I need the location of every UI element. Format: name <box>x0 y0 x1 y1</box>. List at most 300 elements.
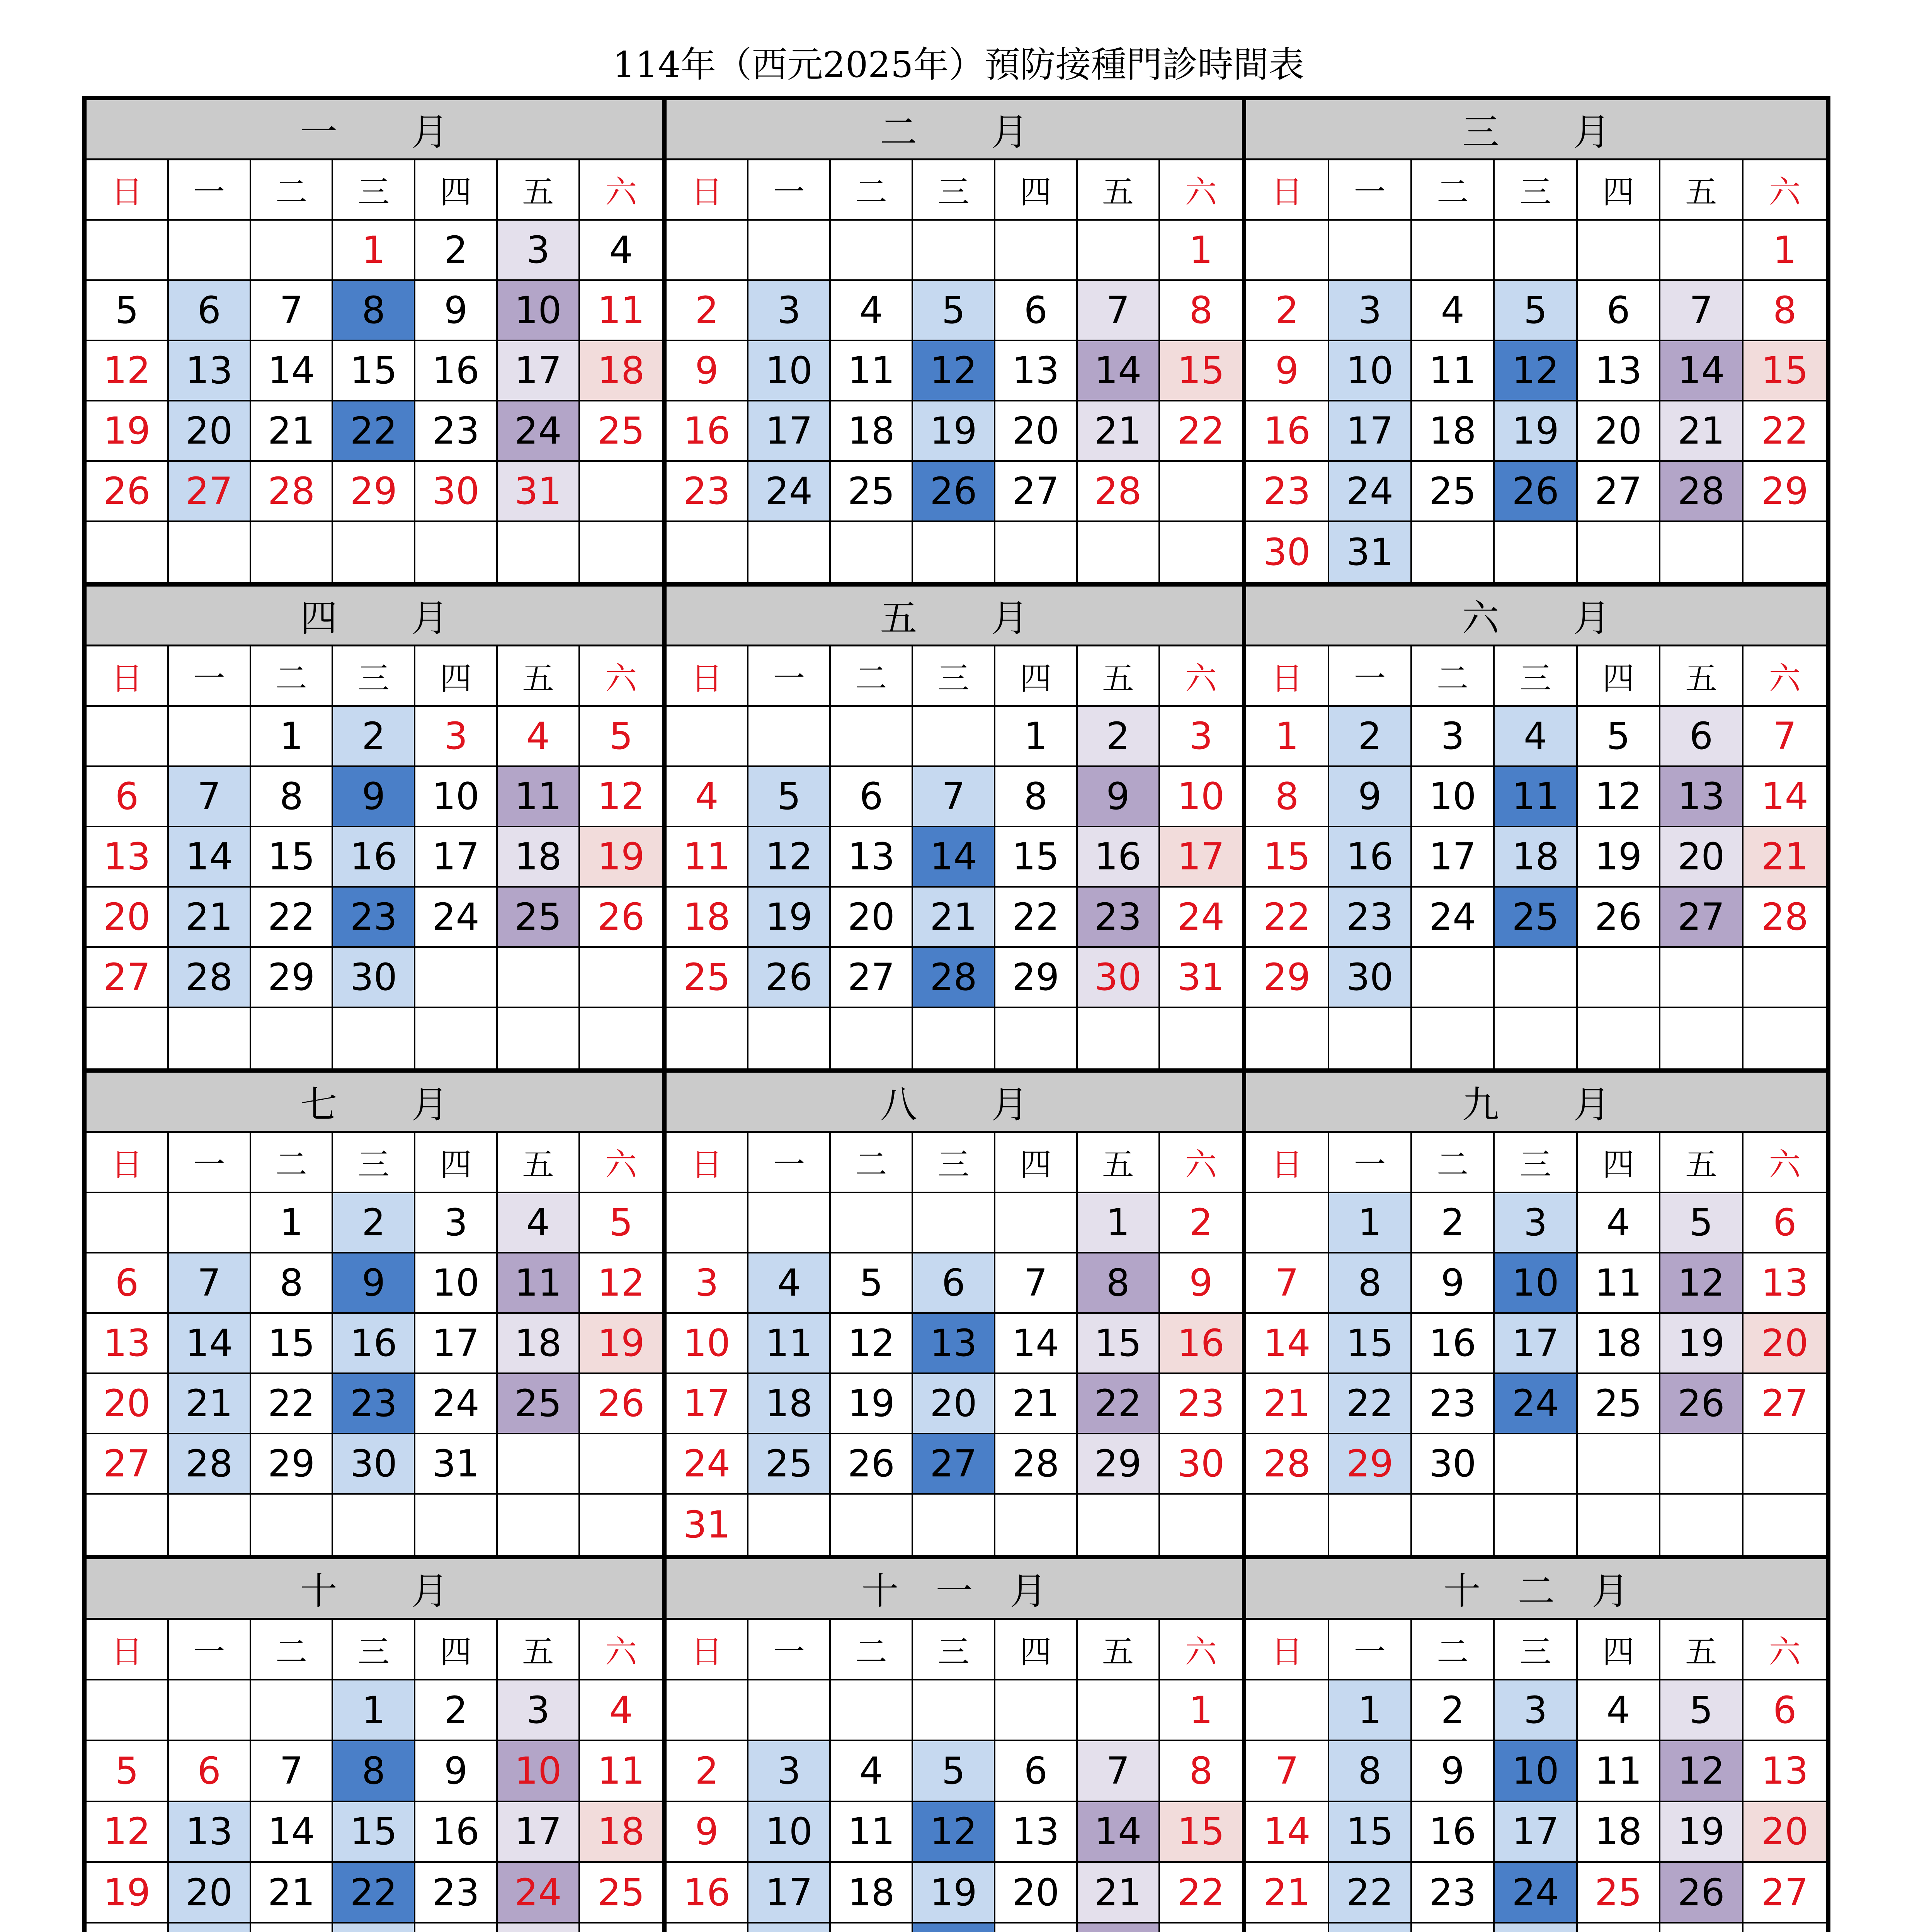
day-cell: 12 <box>87 341 169 401</box>
day-cell: 20 <box>831 888 913 948</box>
day-cell: 15 <box>1329 1314 1412 1374</box>
weekday-header: 五 <box>1078 1620 1160 1680</box>
weekday-header: 一 <box>748 646 831 707</box>
weekday-header: 一 <box>169 646 251 707</box>
empty-day-cell <box>913 1008 995 1068</box>
day-cell: 27 <box>1578 462 1660 522</box>
day-cell: 19 <box>913 401 995 462</box>
day-cell: 3 <box>748 1741 831 1802</box>
weekday-header: 一 <box>748 1620 831 1680</box>
day-cell: 19 <box>1660 1802 1743 1863</box>
empty-day-cell <box>87 707 169 767</box>
day-cell: 12 <box>580 1253 662 1314</box>
day-cell: 12 <box>1578 767 1660 827</box>
weekday-header: 六 <box>1744 160 1826 221</box>
day-cell: 27 <box>831 948 913 1008</box>
day-cell <box>1246 1923 1329 1932</box>
day-cell: 4 <box>831 1741 913 1802</box>
day-cell: 14 <box>913 827 995 888</box>
day-cell: 26 <box>87 462 169 522</box>
day-cell: 3 <box>498 1680 580 1741</box>
day-cell: 2 <box>1078 707 1160 767</box>
day-cell: 1 <box>1160 221 1242 281</box>
day-cell: 21 <box>1078 1863 1160 1923</box>
weekday-header: 三 <box>913 1620 995 1680</box>
empty-day-cell <box>913 522 995 582</box>
weekday-header: 一 <box>748 160 831 221</box>
day-cell: 14 <box>1078 341 1160 401</box>
day-cell: 17 <box>748 1863 831 1923</box>
empty-day-cell <box>748 1193 831 1253</box>
day-cell: 29 <box>1246 948 1329 1008</box>
day-cell: 20 <box>87 1374 169 1434</box>
day-cell: 4 <box>831 281 913 341</box>
day-cell: 9 <box>333 767 415 827</box>
day-cell: 3 <box>1495 1193 1577 1253</box>
weekday-header: 五 <box>498 1620 580 1680</box>
day-cell: 6 <box>1744 1193 1826 1253</box>
weekday-header: 五 <box>498 646 580 707</box>
empty-day-cell <box>1744 1434 1826 1495</box>
day-cell: 13 <box>913 1314 995 1374</box>
day-cell: 4 <box>580 1680 662 1741</box>
empty-day-cell <box>831 707 913 767</box>
empty-day-cell <box>169 707 251 767</box>
day-cell: 6 <box>995 281 1078 341</box>
empty-day-cell <box>995 522 1078 582</box>
month-header: 七 月 <box>87 1073 662 1133</box>
weekday-header: 一 <box>1329 646 1412 707</box>
day-cell: 7 <box>251 1741 333 1802</box>
weekday-header: 一 <box>1329 1133 1412 1193</box>
empty-day-cell <box>251 1495 333 1555</box>
empty-day-cell <box>87 221 169 281</box>
day-cell: 20 <box>995 401 1078 462</box>
page-title: 114年（西元2025年）預防接種門診時間表 <box>612 44 1305 85</box>
day-cell: 15 <box>333 341 415 401</box>
month-header: 十 月 <box>87 1559 662 1620</box>
day-cell: 27 <box>1744 1863 1826 1923</box>
day-cell: 15 <box>333 1802 415 1863</box>
day-cell <box>87 1923 169 1932</box>
empty-day-cell <box>748 221 831 281</box>
weekday-header: 四 <box>415 160 498 221</box>
day-cell <box>748 1923 831 1932</box>
day-cell: 19 <box>87 1863 169 1923</box>
day-cell: 22 <box>1246 888 1329 948</box>
day-cell: 25 <box>580 401 662 462</box>
day-cell: 8 <box>251 1253 333 1314</box>
day-cell: 22 <box>333 1863 415 1923</box>
empty-day-cell <box>667 707 749 767</box>
empty-day-cell <box>87 1680 169 1741</box>
empty-day-cell <box>748 1495 831 1555</box>
empty-day-cell <box>87 1193 169 1253</box>
day-cell <box>1160 1923 1242 1932</box>
weekday-header: 二 <box>251 646 333 707</box>
day-cell: 18 <box>1495 827 1577 888</box>
day-cell: 21 <box>1744 827 1826 888</box>
day-cell: 9 <box>1412 1253 1495 1314</box>
day-cell: 2 <box>1329 707 1412 767</box>
day-cell: 3 <box>1329 281 1412 341</box>
empty-day-cell <box>1246 1680 1329 1741</box>
day-cell: 7 <box>1660 281 1743 341</box>
empty-day-cell <box>831 1680 913 1741</box>
day-cell: 4 <box>748 1253 831 1314</box>
empty-day-cell <box>748 707 831 767</box>
day-cell: 26 <box>1660 1374 1743 1434</box>
day-cell: 5 <box>1660 1193 1743 1253</box>
day-cell: 26 <box>580 1374 662 1434</box>
day-cell: 6 <box>169 281 251 341</box>
weekday-header: 二 <box>1412 1133 1495 1193</box>
weekday-header: 日 <box>1246 646 1329 707</box>
day-cell: 30 <box>333 1434 415 1495</box>
day-cell: 24 <box>1329 462 1412 522</box>
day-cell: 18 <box>580 341 662 401</box>
day-cell: 18 <box>498 827 580 888</box>
day-cell: 10 <box>415 767 498 827</box>
empty-day-cell <box>580 522 662 582</box>
empty-day-cell <box>831 1193 913 1253</box>
weekday-header: 五 <box>1660 1133 1743 1193</box>
day-cell: 16 <box>1078 827 1160 888</box>
empty-day-cell <box>251 522 333 582</box>
day-cell: 22 <box>1160 401 1242 462</box>
empty-day-cell <box>1578 1434 1660 1495</box>
day-cell: 21 <box>1246 1374 1329 1434</box>
day-cell: 18 <box>748 1374 831 1434</box>
weekday-header: 一 <box>748 1133 831 1193</box>
day-cell: 25 <box>831 462 913 522</box>
day-cell: 13 <box>169 1802 251 1863</box>
day-cell: 29 <box>1078 1434 1160 1495</box>
day-cell: 15 <box>1160 1802 1242 1863</box>
weekday-header: 日 <box>667 160 749 221</box>
day-cell: 9 <box>667 341 749 401</box>
empty-day-cell <box>1078 221 1160 281</box>
weekday-header: 二 <box>251 1620 333 1680</box>
day-cell: 16 <box>415 1802 498 1863</box>
day-cell: 1 <box>1329 1193 1412 1253</box>
day-cell: 10 <box>1495 1741 1577 1802</box>
day-cell: 23 <box>1412 1374 1495 1434</box>
day-cell: 23 <box>333 1374 415 1434</box>
month-header: 十 二 月 <box>1246 1559 1826 1620</box>
day-cell: 30 <box>1160 1434 1242 1495</box>
day-cell: 5 <box>913 281 995 341</box>
day-cell: 28 <box>169 948 251 1008</box>
day-cell: 4 <box>1495 707 1577 767</box>
day-cell: 5 <box>1578 707 1660 767</box>
day-cell: 22 <box>1160 1863 1242 1923</box>
day-cell <box>498 1923 580 1932</box>
day-cell: 15 <box>251 827 333 888</box>
empty-day-cell <box>251 1680 333 1741</box>
weekday-header: 六 <box>580 1620 662 1680</box>
day-cell: 24 <box>1495 1863 1577 1923</box>
empty-day-cell <box>1578 1495 1660 1555</box>
empty-day-cell <box>415 1495 498 1555</box>
day-cell: 8 <box>1329 1253 1412 1314</box>
empty-day-cell <box>1660 948 1743 1008</box>
day-cell: 9 <box>667 1802 749 1863</box>
day-cell: 25 <box>1495 888 1577 948</box>
day-cell: 27 <box>1744 1374 1826 1434</box>
weekday-header: 四 <box>1578 1133 1660 1193</box>
empty-day-cell <box>498 1434 580 1495</box>
day-cell: 21 <box>1246 1863 1329 1923</box>
day-cell: 27 <box>87 1434 169 1495</box>
weekday-header: 三 <box>333 160 415 221</box>
day-cell: 10 <box>748 1802 831 1863</box>
empty-day-cell <box>1495 522 1577 582</box>
empty-day-cell <box>995 1495 1078 1555</box>
day-cell: 13 <box>1578 341 1660 401</box>
day-cell: 10 <box>1160 767 1242 827</box>
day-cell: 21 <box>1660 401 1743 462</box>
day-cell: 9 <box>1160 1253 1242 1314</box>
month-block <box>667 1559 1247 1932</box>
day-cell: 18 <box>1412 401 1495 462</box>
day-cell: 15 <box>995 827 1078 888</box>
empty-day-cell <box>913 221 995 281</box>
day-cell: 12 <box>831 1314 913 1374</box>
day-cell: 16 <box>1329 827 1412 888</box>
day-cell: 28 <box>1078 462 1160 522</box>
month-block <box>1246 1559 1826 1932</box>
weekday-header: 四 <box>415 646 498 707</box>
day-cell: 2 <box>333 707 415 767</box>
day-cell: 7 <box>169 767 251 827</box>
weekday-header: 二 <box>1412 160 1495 221</box>
empty-day-cell <box>913 1193 995 1253</box>
empty-day-cell <box>667 1193 749 1253</box>
weekday-header: 日 <box>87 1620 169 1680</box>
day-cell: 2 <box>415 221 498 281</box>
day-cell: 23 <box>333 888 415 948</box>
day-cell: 17 <box>1329 401 1412 462</box>
day-cell: 6 <box>87 767 169 827</box>
empty-day-cell <box>580 948 662 1008</box>
day-cell: 12 <box>580 767 662 827</box>
day-cell: 26 <box>748 948 831 1008</box>
month-block <box>87 100 667 587</box>
empty-day-cell <box>1329 1495 1412 1555</box>
weekday-header: 四 <box>995 1133 1078 1193</box>
day-cell: 12 <box>1495 341 1577 401</box>
day-cell: 31 <box>667 1495 749 1555</box>
day-cell: 7 <box>1078 281 1160 341</box>
day-cell: 25 <box>1578 1863 1660 1923</box>
day-cell: 20 <box>1744 1314 1826 1374</box>
day-cell: 8 <box>333 1741 415 1802</box>
day-cell: 7 <box>169 1253 251 1314</box>
empty-day-cell <box>1078 1680 1160 1741</box>
day-cell: 1 <box>333 221 415 281</box>
day-cell: 9 <box>1078 767 1160 827</box>
day-cell: 11 <box>831 1802 913 1863</box>
empty-day-cell <box>169 1495 251 1555</box>
day-cell: 16 <box>333 1314 415 1374</box>
day-cell <box>831 1923 913 1932</box>
day-cell: 25 <box>1412 462 1495 522</box>
day-cell: 10 <box>1495 1253 1577 1314</box>
empty-day-cell <box>169 1193 251 1253</box>
empty-day-cell <box>831 522 913 582</box>
day-cell: 26 <box>1578 888 1660 948</box>
empty-day-cell <box>1495 221 1577 281</box>
empty-day-cell <box>1660 1008 1743 1068</box>
day-cell: 9 <box>415 281 498 341</box>
day-cell: 13 <box>1660 767 1743 827</box>
weekday-header: 日 <box>1246 1133 1329 1193</box>
empty-day-cell <box>1744 1008 1826 1068</box>
weekday-header: 一 <box>1329 1620 1412 1680</box>
weekday-header: 三 <box>333 646 415 707</box>
empty-day-cell <box>580 1434 662 1495</box>
month-block <box>1246 100 1826 587</box>
weekday-header: 六 <box>1160 1133 1242 1193</box>
empty-day-cell <box>169 221 251 281</box>
day-cell: 19 <box>87 401 169 462</box>
day-cell: 2 <box>1246 281 1329 341</box>
day-cell: 15 <box>1078 1314 1160 1374</box>
day-cell: 8 <box>1744 281 1826 341</box>
day-cell: 6 <box>995 1741 1078 1802</box>
day-cell: 20 <box>169 1863 251 1923</box>
day-cell: 1 <box>1160 1680 1242 1741</box>
month-header: 五 月 <box>667 587 1242 647</box>
day-cell: 5 <box>87 281 169 341</box>
empty-day-cell <box>831 1008 913 1068</box>
day-cell <box>169 1923 251 1932</box>
day-cell: 27 <box>169 462 251 522</box>
empty-day-cell <box>415 948 498 1008</box>
weekday-header: 五 <box>1660 160 1743 221</box>
empty-day-cell <box>1660 1434 1743 1495</box>
empty-day-cell <box>87 522 169 582</box>
empty-day-cell <box>1660 221 1743 281</box>
day-cell: 24 <box>1160 888 1242 948</box>
day-cell: 22 <box>251 888 333 948</box>
weekday-header: 三 <box>913 160 995 221</box>
day-cell: 7 <box>1744 707 1826 767</box>
day-cell: 10 <box>667 1314 749 1374</box>
day-cell: 15 <box>1246 827 1329 888</box>
empty-day-cell <box>1412 948 1495 1008</box>
day-cell: 2 <box>333 1193 415 1253</box>
day-cell: 20 <box>1744 1802 1826 1863</box>
empty-day-cell <box>748 522 831 582</box>
day-cell: 25 <box>498 1374 580 1434</box>
month-block <box>667 100 1247 587</box>
day-cell: 3 <box>498 221 580 281</box>
day-cell: 10 <box>1412 767 1495 827</box>
day-cell: 14 <box>251 1802 333 1863</box>
day-cell: 18 <box>580 1802 662 1863</box>
weekday-header: 四 <box>415 1133 498 1193</box>
month-header: 二 月 <box>667 100 1242 160</box>
day-cell: 4 <box>580 221 662 281</box>
day-cell: 13 <box>831 827 913 888</box>
day-cell: 17 <box>415 827 498 888</box>
day-cell: 7 <box>1246 1741 1329 1802</box>
day-cell: 23 <box>415 1863 498 1923</box>
day-cell: 12 <box>1660 1741 1743 1802</box>
day-cell: 30 <box>415 462 498 522</box>
day-cell: 10 <box>498 281 580 341</box>
day-cell: 29 <box>251 1434 333 1495</box>
weekday-header: 六 <box>1744 1620 1826 1680</box>
day-cell: 4 <box>1578 1680 1660 1741</box>
day-cell: 5 <box>913 1741 995 1802</box>
empty-day-cell <box>1246 221 1329 281</box>
day-cell: 26 <box>1660 1863 1743 1923</box>
weekday-header: 四 <box>995 1620 1078 1680</box>
empty-day-cell <box>995 1193 1078 1253</box>
empty-day-cell <box>498 1495 580 1555</box>
day-cell: 7 <box>251 281 333 341</box>
month-header: 十 一 月 <box>667 1559 1242 1620</box>
empty-day-cell <box>1578 1008 1660 1068</box>
day-cell: 5 <box>87 1741 169 1802</box>
day-cell: 3 <box>1412 707 1495 767</box>
weekday-header: 五 <box>498 1133 580 1193</box>
empty-day-cell <box>1578 948 1660 1008</box>
day-cell: 11 <box>748 1314 831 1374</box>
day-cell: 16 <box>1246 401 1329 462</box>
day-cell: 19 <box>1578 827 1660 888</box>
empty-day-cell <box>1495 1434 1577 1495</box>
weekday-header: 六 <box>580 160 662 221</box>
empty-day-cell <box>1329 1008 1412 1068</box>
day-cell: 5 <box>1660 1680 1743 1741</box>
day-cell: 28 <box>169 1434 251 1495</box>
day-cell: 1 <box>333 1680 415 1741</box>
day-cell: 29 <box>1744 462 1826 522</box>
day-cell: 5 <box>580 1193 662 1253</box>
empty-day-cell <box>1660 522 1743 582</box>
day-cell: 19 <box>831 1374 913 1434</box>
empty-day-cell <box>1578 522 1660 582</box>
day-cell: 13 <box>169 341 251 401</box>
day-cell: 17 <box>1495 1802 1577 1863</box>
day-cell: 20 <box>913 1374 995 1434</box>
empty-day-cell <box>333 522 415 582</box>
empty-day-cell <box>1495 948 1577 1008</box>
day-cell <box>1412 1923 1495 1932</box>
weekday-header: 三 <box>913 646 995 707</box>
month-header: 四 月 <box>87 587 662 647</box>
empty-day-cell <box>831 221 913 281</box>
day-cell: 4 <box>1412 281 1495 341</box>
day-cell: 31 <box>498 462 580 522</box>
day-cell: 7 <box>1246 1253 1329 1314</box>
empty-day-cell <box>580 1495 662 1555</box>
day-cell: 12 <box>748 827 831 888</box>
day-cell: 9 <box>415 1741 498 1802</box>
day-cell: 5 <box>1495 281 1577 341</box>
weekday-header: 二 <box>1412 1620 1495 1680</box>
day-cell: 16 <box>333 827 415 888</box>
day-cell: 10 <box>748 341 831 401</box>
month-block <box>87 587 667 1073</box>
empty-day-cell <box>580 1923 662 1932</box>
day-cell: 5 <box>748 767 831 827</box>
day-cell: 2 <box>1160 1193 1242 1253</box>
